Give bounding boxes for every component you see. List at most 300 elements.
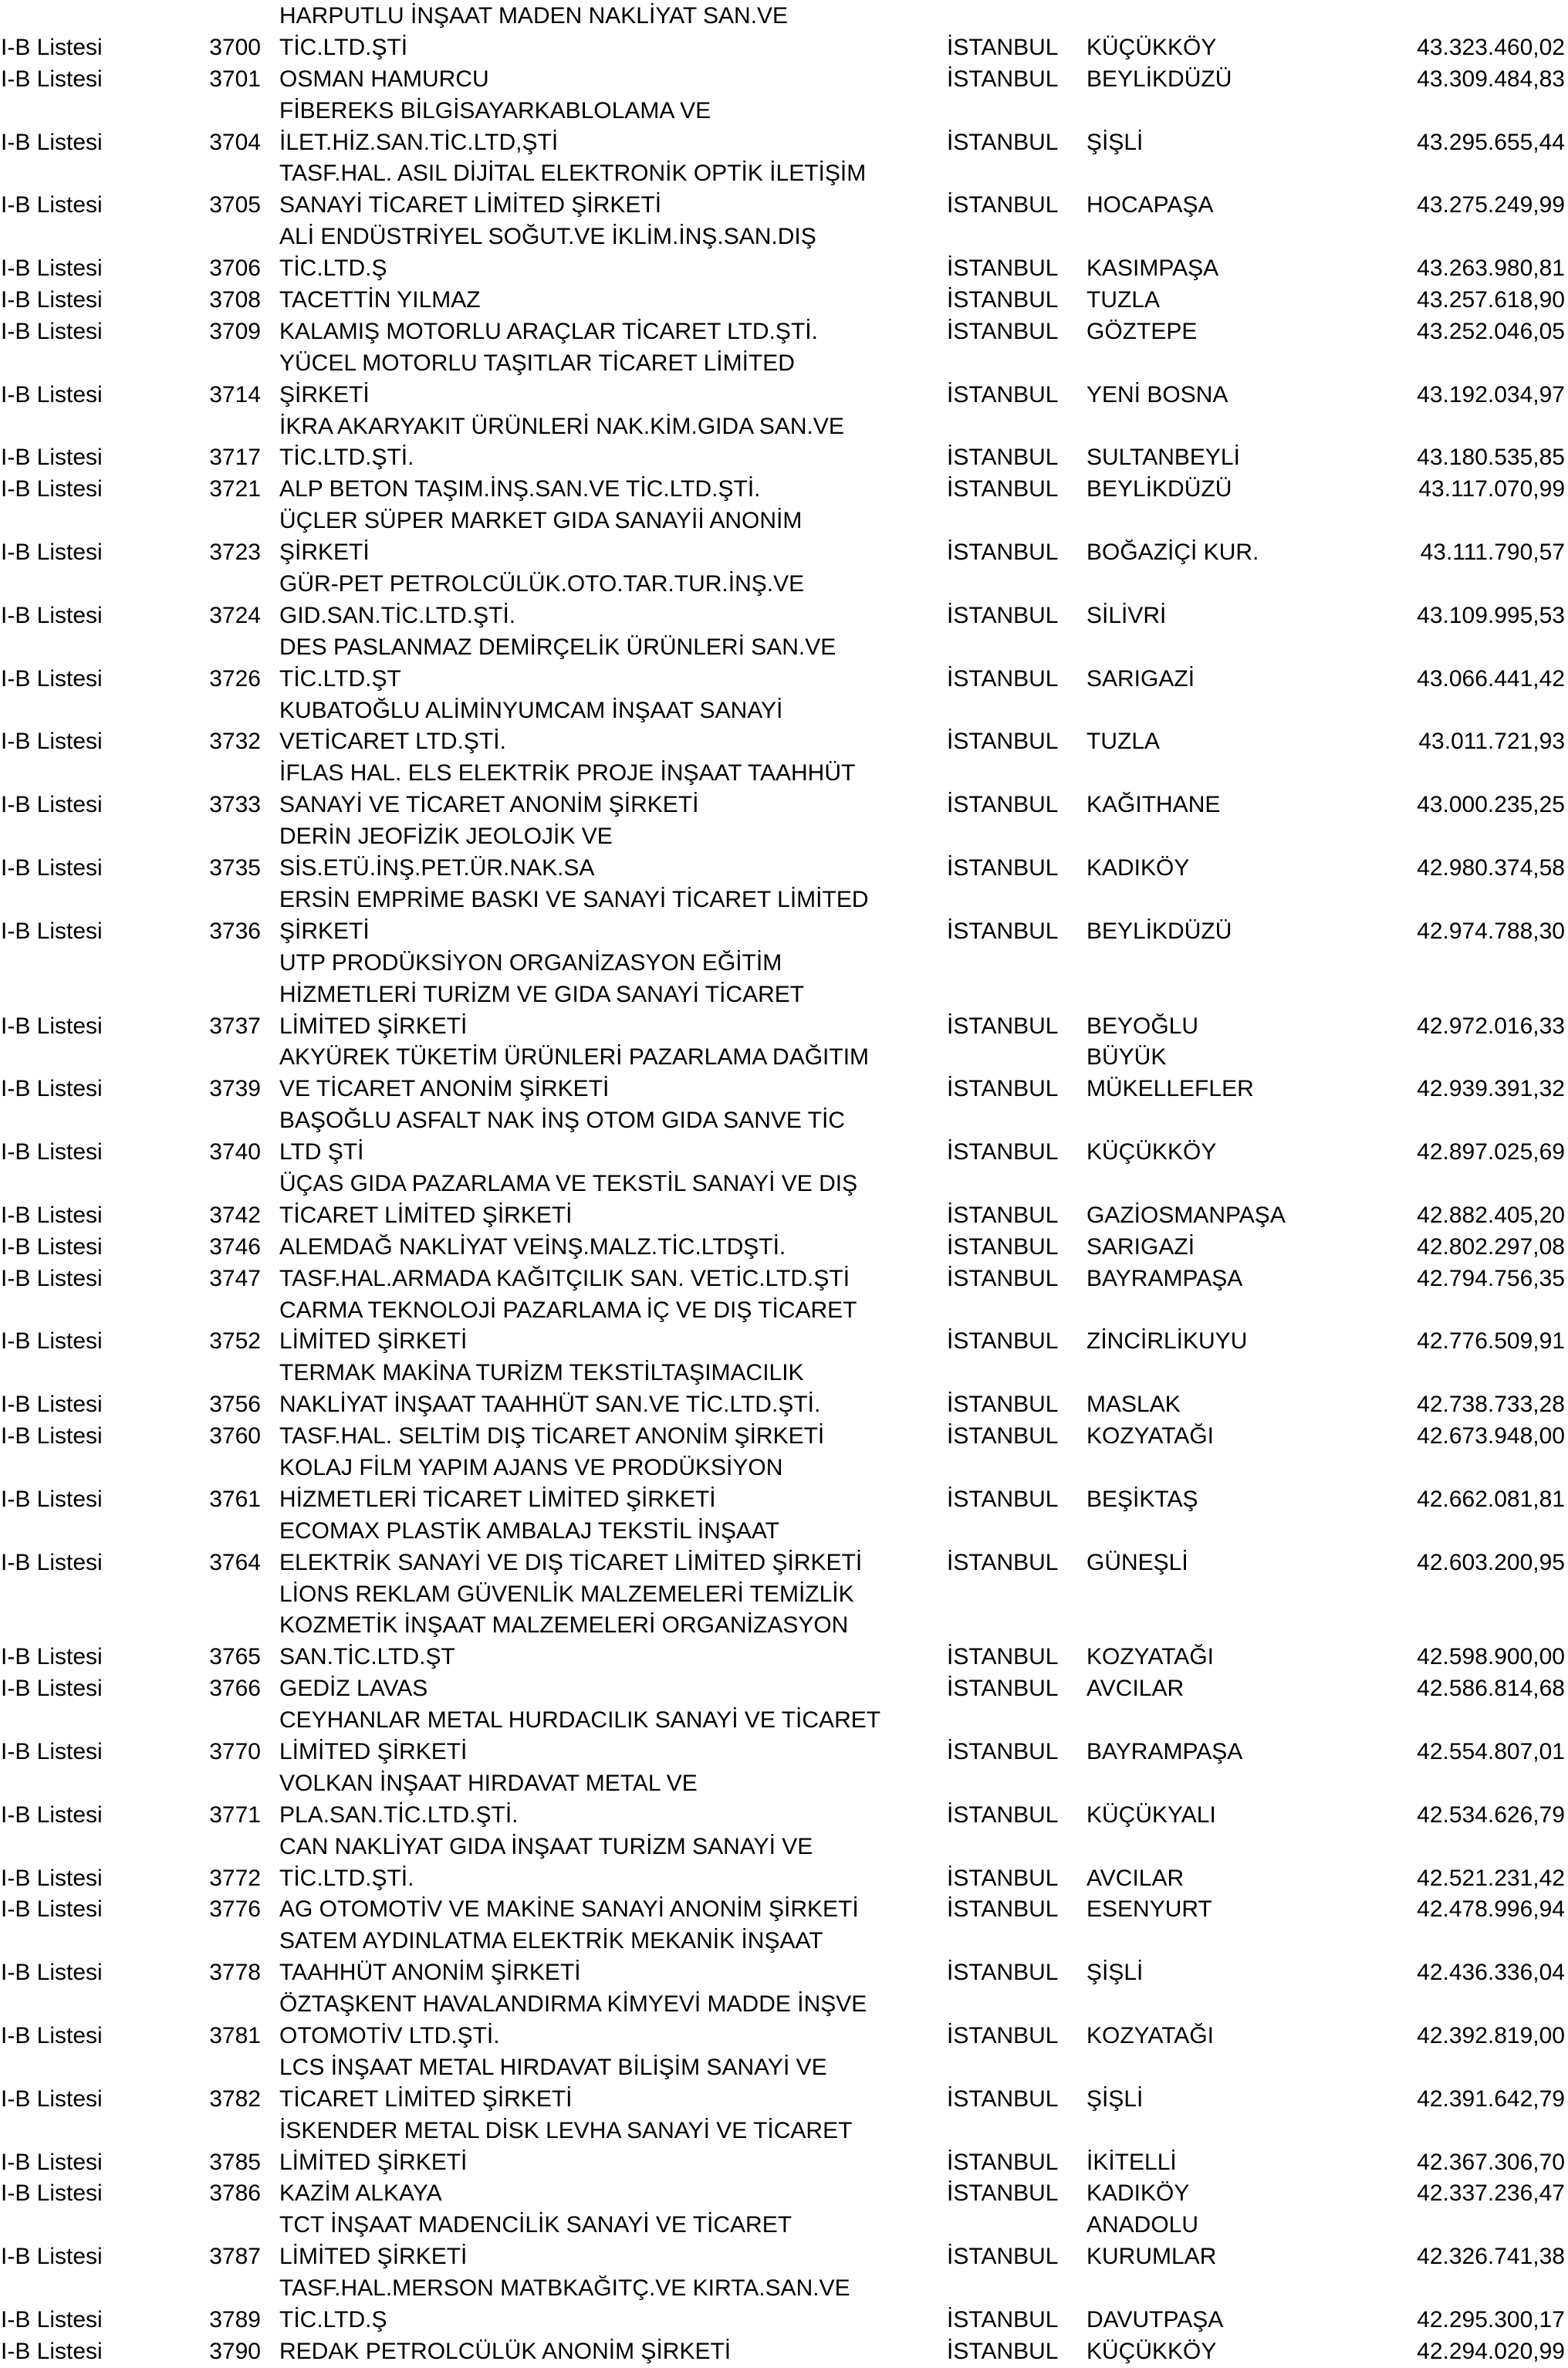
- table-row: [0, 1169, 1568, 1232]
- record-number: 3770: [209, 1738, 261, 1764]
- amount: 42.554.807,01: [1417, 1738, 1565, 1764]
- row-line: [0, 1610, 1568, 1642]
- row-line: [0, 695, 1568, 727]
- city: İSTANBUL: [947, 1013, 1059, 1039]
- record-number: 3704: [209, 129, 261, 155]
- table-row: [0, 1105, 1568, 1169]
- district: SULTANBEYLİ: [1086, 445, 1240, 471]
- amount: 42.436.336,04: [1417, 1960, 1565, 1986]
- city: İSTANBUL: [947, 1328, 1059, 1355]
- company-name: ŞİRKETİ: [279, 540, 370, 566]
- table-row: [0, 1421, 1568, 1453]
- city: İSTANBUL: [947, 918, 1059, 944]
- company-name: PLA.SAN.TİC.LTD.ŞTİ.: [279, 1801, 519, 1828]
- company-name: TİC.LTD.Ş: [279, 2307, 387, 2333]
- amount: 43.263.980,81: [1417, 255, 1565, 282]
- row-line: [0, 726, 1568, 758]
- table-row: [0, 411, 1568, 475]
- amount: 42.294.020,99: [1417, 2338, 1565, 2364]
- district: BEYLİKDÜZÜ: [1086, 66, 1232, 92]
- city: İSTANBUL: [947, 1233, 1059, 1260]
- list-label: I-B Listesi: [1, 1202, 103, 1228]
- row-line: [0, 821, 1568, 853]
- city: İSTANBUL: [947, 381, 1059, 408]
- record-number: 3701: [209, 66, 261, 92]
- district: BAYRAMPAŞA: [1086, 1738, 1243, 1764]
- company-name: ÜÇAS GIDA PAZARLAMA VE TEKSTİL SANAYİ VE DIŞ: [279, 1170, 858, 1196]
- amount: 43.275.249,99: [1417, 192, 1565, 218]
- company-name: TASF.HAL. SELTİM DIŞ TİCARET ANONİM ŞİRKETİ: [279, 1423, 825, 1450]
- row-line: [0, 506, 1568, 537]
- list-label: I-B Listesi: [1, 1013, 103, 1039]
- list-label: I-B Listesi: [1, 1801, 103, 1828]
- amount: 42.974.788,30: [1417, 918, 1565, 944]
- amount: 43.192.034,97: [1417, 381, 1565, 408]
- amount: 42.673.948,00: [1417, 1423, 1565, 1450]
- company-name: İSKENDER METAL DİSK LEVHA SANAYİ VE TİCARET: [279, 2117, 853, 2143]
- district: ANADOLU: [1086, 2212, 1199, 2238]
- amount: 42.603.200,95: [1417, 1549, 1565, 1575]
- table-row: [0, 474, 1568, 506]
- table-row: [0, 821, 1568, 885]
- district: SARIGAZİ: [1086, 1233, 1195, 1260]
- district: ŞİŞLİ: [1086, 129, 1144, 155]
- district: GAZİOSMANPAŞA: [1086, 1202, 1286, 1228]
- district: GÜNEŞLİ: [1086, 1549, 1188, 1575]
- row-line: [0, 1673, 1568, 1705]
- row-line: [0, 442, 1568, 474]
- amount: 42.882.405,20: [1417, 1202, 1565, 1228]
- company-name: VOLKAN İNŞAAT HIRDAVAT METAL VE: [279, 1770, 698, 1796]
- list-label: I-B Listesi: [1, 792, 103, 818]
- amount: 42.392.819,00: [1417, 2023, 1565, 2048]
- table-row: [0, 695, 1568, 759]
- company-name: CAN NAKLİYAT GIDA İNŞAAT TURİZM SANAYİ VE: [279, 1833, 813, 1859]
- company-name: ALP BETON TAŞIM.İNŞ.SAN.VE TİC.LTD.ŞTİ.: [279, 476, 761, 502]
- row-line: [0, 1, 1568, 32]
- district: KADIKÖY: [1086, 855, 1190, 881]
- company-name: TACETTİN YILMAZ: [279, 287, 481, 313]
- list-label: I-B Listesi: [1, 1328, 103, 1355]
- row-line: [0, 1737, 1568, 1768]
- amount: 43.000.235,25: [1417, 792, 1565, 818]
- company-name: TİC.LTD.ŞT: [279, 665, 401, 692]
- city: İSTANBUL: [947, 129, 1059, 155]
- company-name: TİCARET LİMİTED ŞİRKETİ: [279, 1202, 573, 1228]
- company-name: KAZİM ALKAYA: [279, 2180, 442, 2207]
- city: İSTANBUL: [947, 1865, 1059, 1891]
- city: İSTANBUL: [947, 287, 1059, 313]
- company-name: ECOMAX PLASTİK AMBALAJ TEKSTİL İNŞAAT: [279, 1517, 779, 1544]
- city: İSTANBUL: [947, 1423, 1059, 1450]
- row-line: [0, 1863, 1568, 1895]
- table-row: [0, 1673, 1568, 1705]
- row-line: [0, 1548, 1568, 1579]
- city: İSTANBUL: [947, 2244, 1059, 2270]
- company-name: TİC.LTD.Ş: [279, 255, 387, 282]
- row-line: [0, 2241, 1568, 2273]
- city: İSTANBUL: [947, 2307, 1059, 2333]
- table-row: [0, 569, 1568, 632]
- city: İSTANBUL: [947, 2338, 1059, 2364]
- list-label: I-B Listesi: [1, 1423, 103, 1450]
- list-label: I-B Listesi: [1, 287, 103, 313]
- company-name: SATEM AYDINLATMA ELEKTRİK MEKANİK İNŞAAT: [279, 1928, 823, 1954]
- city: İSTANBUL: [947, 1139, 1059, 1165]
- row-line: [0, 1326, 1568, 1358]
- table-row: [0, 2116, 1568, 2179]
- amount: 42.598.900,00: [1417, 1644, 1565, 1670]
- record-number: 3740: [209, 1139, 261, 1165]
- row-line: [0, 2210, 1568, 2241]
- district: ŞİŞLİ: [1086, 1960, 1144, 1986]
- amount: 42.295.300,17: [1417, 2307, 1565, 2333]
- record-number: 3790: [209, 2338, 261, 2364]
- company-name: ERSİN EMPRİME BASKI VE SANAYİ TİCARET LİMİTED: [279, 886, 869, 912]
- table-row: [0, 158, 1568, 222]
- city: İSTANBUL: [947, 1549, 1059, 1575]
- company-name: İKRA AKARYAKIT ÜRÜNLERİ NAK.KİM.GIDA SAN.VE: [279, 413, 844, 439]
- company-name: TAAHHÜT ANONİM ŞİRKETİ: [279, 1960, 581, 1986]
- row-line: [0, 1768, 1568, 1800]
- table-row: [0, 2178, 1568, 2210]
- amount: 42.897.025,69: [1417, 1139, 1565, 1165]
- record-number: 3737: [209, 1013, 261, 1039]
- record-number: 3782: [209, 2086, 261, 2112]
- district: KURUMLAR: [1086, 2244, 1217, 2270]
- amount: 43.252.046,05: [1417, 318, 1565, 344]
- record-number: 3709: [209, 318, 261, 344]
- record-number: 3708: [209, 287, 261, 313]
- table-row: [0, 885, 1568, 948]
- amount: 43.109.995,53: [1417, 602, 1565, 628]
- row-line: [0, 1232, 1568, 1263]
- district: YENİ BOSNA: [1086, 381, 1228, 408]
- row-line: [0, 537, 1568, 569]
- record-number: 3778: [209, 1960, 261, 1986]
- record-number: 3736: [209, 918, 261, 944]
- row-line: [0, 664, 1568, 695]
- company-name: SANAYİ TİCARET LİMİTED ŞİRKETİ: [279, 192, 662, 218]
- company-name: HİZMETLERİ TİCARET LİMİTED ŞİRKETİ: [279, 1486, 716, 1512]
- company-name: SİS.ETÜ.İNŞ.PET.ÜR.NAK.SA: [279, 855, 595, 881]
- city: İSTANBUL: [947, 1738, 1059, 1764]
- record-number: 3726: [209, 665, 261, 692]
- row-line: [0, 2147, 1568, 2179]
- table-row: [0, 1579, 1568, 1674]
- city: İSTANBUL: [947, 445, 1059, 471]
- city: İSTANBUL: [947, 2180, 1059, 2207]
- list-label: I-B Listesi: [1, 665, 103, 692]
- district: TUZLA: [1086, 287, 1161, 313]
- row-line: [0, 569, 1568, 600]
- company-name: GEDİZ LAVAS: [279, 1676, 428, 1702]
- amount: 42.337.236,47: [1417, 2180, 1565, 2207]
- record-number: 3705: [209, 192, 261, 218]
- row-line: [0, 885, 1568, 916]
- row-line: [0, 1579, 1568, 1611]
- record-number: 3771: [209, 1801, 261, 1828]
- record-number: 3764: [209, 1549, 261, 1575]
- city: İSTANBUL: [947, 1202, 1059, 1228]
- record-number: 3787: [209, 2244, 261, 2270]
- record-number: 3746: [209, 1233, 261, 1260]
- row-line: [0, 411, 1568, 443]
- row-line: [0, 127, 1568, 159]
- list-label: I-B Listesi: [1, 602, 103, 628]
- record-number: 3742: [209, 1202, 261, 1228]
- row-line: [0, 190, 1568, 222]
- district: DAVUTPAŞA: [1086, 2307, 1224, 2333]
- district: KADIKÖY: [1086, 2180, 1190, 2207]
- row-line: [0, 1389, 1568, 1421]
- city: İSTANBUL: [947, 2149, 1059, 2175]
- record-number: 3724: [209, 602, 261, 628]
- row-line: [0, 1800, 1568, 1832]
- row-line: [0, 916, 1568, 948]
- company-name: TİC.LTD.ŞTİ.: [279, 445, 414, 471]
- list-label: I-B Listesi: [1, 1233, 103, 1260]
- row-line: [0, 1295, 1568, 1327]
- amount: 42.326.741,38: [1417, 2244, 1565, 2270]
- city: İSTANBUL: [947, 729, 1059, 755]
- company-name: FİBEREKS BİLGİSAYARKABLOLAMA VE: [279, 97, 711, 123]
- amount: 42.794.756,35: [1417, 1265, 1565, 1291]
- district: BEYOĞLU: [1086, 1013, 1199, 1039]
- row-line: [0, 1484, 1568, 1516]
- list-label: I-B Listesi: [1, 1738, 103, 1764]
- list-label: I-B Listesi: [1, 2149, 103, 2175]
- table-row: [0, 1358, 1568, 1421]
- district: BÜYÜK: [1086, 1044, 1167, 1071]
- table-row: [0, 1295, 1568, 1358]
- table-row: [0, 758, 1568, 821]
- city: İSTANBUL: [947, 665, 1059, 692]
- company-name: ŞİRKETİ: [279, 918, 370, 944]
- amount: 43.309.484,83: [1417, 66, 1565, 92]
- company-name: ALEMDAĞ NAKLİYAT VEİNŞ.MALZ.TİC.LTDŞTİ.: [279, 1233, 786, 1260]
- list-label: I-B Listesi: [1, 34, 103, 60]
- district: HOCAPAŞA: [1086, 192, 1214, 218]
- district: İKİTELLİ: [1086, 2149, 1177, 2175]
- company-name: AG OTOMOTİV VE MAKİNE SANAYİ ANONİM ŞİRKETİ: [279, 1896, 859, 1923]
- list-label: I-B Listesi: [1, 1960, 103, 1986]
- district: BAYRAMPAŞA: [1086, 1265, 1243, 1291]
- company-name: CEYHANLAR METAL HURDACILIK SANAYİ VE TİCARET: [279, 1707, 881, 1734]
- company-name: ŞİRKETİ: [279, 381, 370, 408]
- city: İSTANBUL: [947, 255, 1059, 282]
- company-name: LİMİTED ŞİRKETİ: [279, 2244, 468, 2270]
- row-line: [0, 64, 1568, 96]
- company-name: ÖZTAŞKENT HAVALANDIRMA KİMYEVİ MADDE İNŞVE: [279, 1991, 867, 2018]
- row-line: [0, 2052, 1568, 2084]
- city: İSTANBUL: [947, 1076, 1059, 1102]
- district: AVCILAR: [1086, 1676, 1184, 1702]
- row-line: [0, 2305, 1568, 2336]
- list-label: I-B Listesi: [1, 1139, 103, 1165]
- row-line: [0, 1105, 1568, 1137]
- district: BEŞİKTAŞ: [1086, 1486, 1198, 1512]
- table-row: [0, 1894, 1568, 1926]
- row-line: [0, 1989, 1568, 2021]
- record-number: 3752: [209, 1328, 261, 1355]
- list-label: I-B Listesi: [1, 729, 103, 755]
- company-name: TASF.HAL. ASIL DİJİTAL ELEKTRONİK OPTİK İLETİŞİM: [279, 161, 867, 187]
- list-label: I-B Listesi: [1, 2180, 103, 2207]
- district: SİLİVRİ: [1086, 602, 1167, 628]
- table-row: [0, 1768, 1568, 1832]
- district: KAĞITHANE: [1086, 792, 1221, 818]
- table-row: [0, 1042, 1568, 1105]
- amount: 42.662.081,81: [1417, 1486, 1565, 1512]
- table-row: [0, 2052, 1568, 2116]
- city: İSTANBUL: [947, 1896, 1059, 1923]
- district: MÜKELLEFLER: [1086, 1076, 1254, 1102]
- company-name: TERMAK MAKİNA TURİZM TEKSTİLTAŞIMACILIK: [279, 1360, 804, 1386]
- record-number: 3760: [209, 1423, 261, 1450]
- table-row: [0, 96, 1568, 159]
- company-name: KALAMIŞ MOTORLU ARAÇLAR TİCARET LTD.ŞTİ.: [279, 318, 818, 344]
- district: KOZYATAĞI: [1086, 2023, 1215, 2048]
- row-line: [0, 380, 1568, 411]
- district: TUZLA: [1086, 729, 1161, 755]
- row-line: [0, 1894, 1568, 1926]
- row-line: [0, 1453, 1568, 1484]
- record-number: 3706: [209, 255, 261, 282]
- record-number: 3772: [209, 1865, 261, 1891]
- list-label: I-B Listesi: [1, 1865, 103, 1891]
- city: İSTANBUL: [947, 2023, 1059, 2048]
- amount: 42.367.306,70: [1417, 2149, 1565, 2175]
- record-number: 3723: [209, 540, 261, 566]
- district: GÖZTEPE: [1086, 318, 1198, 344]
- row-line: [0, 948, 1568, 979]
- district: KÜÇÜKKÖY: [1086, 2338, 1217, 2364]
- list-label: I-B Listesi: [1, 381, 103, 408]
- company-name: GÜR-PET PETROLCÜLÜK.OTO.TAR.TUR.İNŞ.VE: [279, 571, 805, 597]
- list-label: I-B Listesi: [1, 2307, 103, 2333]
- list-label: I-B Listesi: [1, 1644, 103, 1670]
- amount: 43.257.618,90: [1417, 287, 1565, 313]
- company-name: SAN.TİC.LTD.ŞT: [279, 1644, 455, 1670]
- row-line: [0, 1200, 1568, 1232]
- list-label: I-B Listesi: [1, 2086, 103, 2112]
- record-number: 3717: [209, 445, 261, 471]
- amount: 43.111.790,57: [1420, 540, 1565, 566]
- city: İSTANBUL: [947, 540, 1059, 566]
- city: İSTANBUL: [947, 192, 1059, 218]
- table-row: [0, 1263, 1568, 1295]
- row-line: [0, 2021, 1568, 2052]
- company-name: VE TİCARET ANONİM ŞİRKETİ: [279, 1076, 610, 1102]
- row-line: [0, 2273, 1568, 2305]
- table-row: [0, 2273, 1568, 2336]
- record-number: 3739: [209, 1076, 261, 1102]
- record-number: 3700: [209, 34, 261, 60]
- list-label: I-B Listesi: [1, 129, 103, 155]
- list-label: I-B Listesi: [1, 2244, 103, 2270]
- row-line: [0, 1421, 1568, 1453]
- district: KÜÇÜKYALI: [1086, 1801, 1216, 1828]
- table-row: [0, 348, 1568, 411]
- row-line: [0, 285, 1568, 316]
- company-name: LİMİTED ŞİRKETİ: [279, 2149, 468, 2175]
- company-name: LCS İNŞAAT METAL HIRDAVAT BİLİŞİM SANAYİ VE: [279, 2054, 827, 2080]
- record-number: 3781: [209, 2023, 261, 2048]
- row-line: [0, 790, 1568, 821]
- city: İSTANBUL: [947, 34, 1059, 60]
- table-row: [0, 1926, 1568, 1989]
- district: BOĞAZİÇİ KUR.: [1086, 540, 1259, 566]
- row-line: [0, 2178, 1568, 2210]
- district: ESENYURT: [1086, 1896, 1212, 1923]
- company-name: ELEKTRİK SANAYİ VE DIŞ TİCARET LİMİTED ŞİRKETİ: [279, 1549, 863, 1575]
- table-row: [0, 506, 1568, 569]
- company-name: LİMİTED ŞİRKETİ: [279, 1328, 468, 1355]
- row-line: [0, 1011, 1568, 1043]
- company-name: AKYÜREK TÜKETİM ÜRÜNLERİ PAZARLAMA DAĞITIM: [279, 1044, 870, 1071]
- city: İSTANBUL: [947, 855, 1059, 881]
- list-label: I-B Listesi: [1, 1676, 103, 1702]
- company-name: TASF.HAL.ARMADA KAĞITÇILIK SAN. VETİC.LTD.ŞTİ: [279, 1265, 850, 1291]
- list-label: I-B Listesi: [1, 1486, 103, 1512]
- amount: 42.939.391,32: [1417, 1076, 1565, 1102]
- amount: 43.323.460,02: [1417, 34, 1565, 60]
- city: İSTANBUL: [947, 1486, 1059, 1512]
- record-number: 3776: [209, 1896, 261, 1923]
- row-line: [0, 1137, 1568, 1169]
- district: KASIMPAŞA: [1086, 255, 1219, 282]
- table-row: [0, 1232, 1568, 1263]
- amount: 42.521.231,42: [1417, 1865, 1565, 1891]
- district: KOZYATAĞI: [1086, 1644, 1215, 1670]
- amount: 42.478.996,94: [1417, 1896, 1565, 1923]
- list-label: I-B Listesi: [1, 540, 103, 566]
- list-label: I-B Listesi: [1, 1265, 103, 1291]
- record-number: 3735: [209, 855, 261, 881]
- table-row: [0, 2336, 1568, 2368]
- district: BEYLİKDÜZÜ: [1086, 918, 1232, 944]
- city: İSTANBUL: [947, 318, 1059, 344]
- record-number: 3766: [209, 1676, 261, 1702]
- table-row: [0, 316, 1568, 348]
- company-name: İFLAS HAL. ELS ELEKTRİK PROJE İNŞAAT TAAHHÜT: [279, 760, 856, 787]
- company-name: İLET.HİZ.SAN.TİC.LTD,ŞTİ: [279, 129, 559, 155]
- row-line: [0, 222, 1568, 253]
- row-line: [0, 2084, 1568, 2116]
- company-name: LİMİTED ŞİRKETİ: [279, 1738, 468, 1764]
- amount: 42.391.642,79: [1417, 2086, 1565, 2112]
- city: İSTANBUL: [947, 602, 1059, 628]
- amount: 42.980.374,58: [1417, 855, 1565, 881]
- city: İSTANBUL: [947, 1676, 1059, 1702]
- company-name: TİC.LTD.ŞTİ.: [279, 1865, 414, 1891]
- table-row: [0, 2210, 1568, 2273]
- city: İSTANBUL: [947, 1644, 1059, 1670]
- row-line: [0, 1042, 1568, 1074]
- list-label: I-B Listesi: [1, 1549, 103, 1575]
- company-name: LİONS REKLAM GÜVENLİK MALZEMELERİ TEMİZLİK: [279, 1581, 854, 1607]
- list-label: I-B Listesi: [1, 318, 103, 344]
- district: KOZYATAĞI: [1086, 1423, 1215, 1450]
- row-line: [0, 1516, 1568, 1548]
- record-number: 3732: [209, 729, 261, 755]
- row-line: [0, 1705, 1568, 1737]
- company-name: DES PASLANMAZ DEMİRÇELİK ÜRÜNLERİ SAN.VE: [279, 634, 836, 660]
- district: MASLAK: [1086, 1392, 1181, 1418]
- amount: 43.117.070,99: [1418, 476, 1565, 502]
- company-name: YÜCEL MOTORLU TAŞITLAR TİCARET LİMİTED: [279, 350, 795, 376]
